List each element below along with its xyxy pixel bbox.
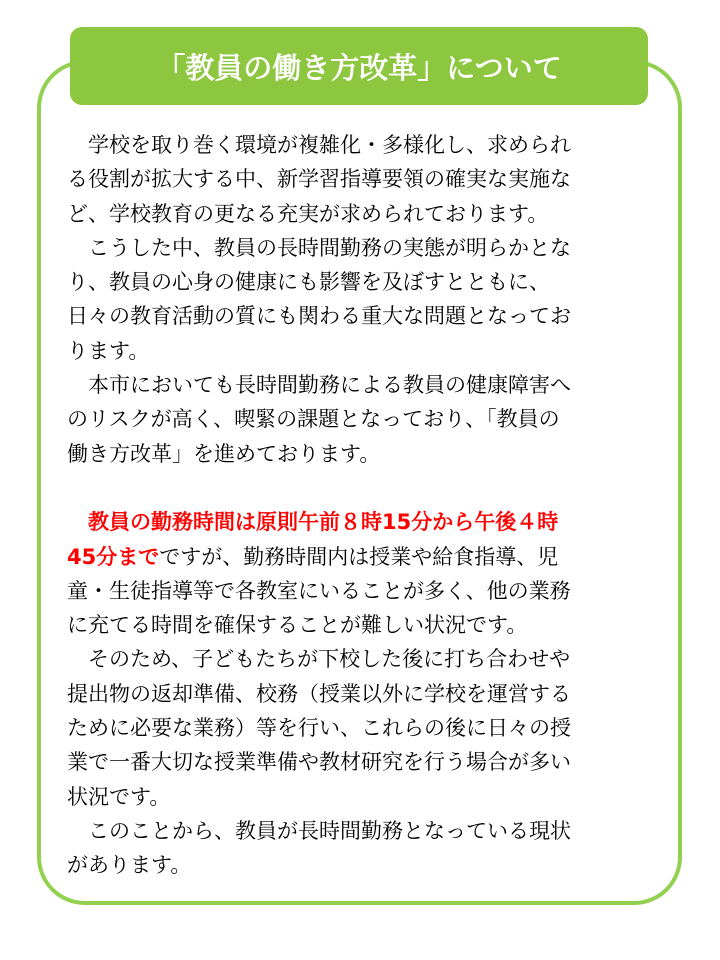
- text-line: 学校を取り巻く環境が複雑化・多様化し、求められ: [67, 133, 571, 157]
- text-line: [67, 540, 667, 574]
- text-fragment: ですが、勤務時間内は授業や給食指導、児: [159, 544, 559, 569]
- text-line: り、教員の心身の健康にも影響を及ぼすとともに、: [67, 270, 550, 295]
- text-line: 童・生徒指導等で各教室にいることが多く、他の業務: [67, 578, 571, 603]
- text-line: 状況です。: [67, 784, 171, 809]
- highlight-work-hours: 教員の勤務時間は原則午前８時15分から午後４時: [67, 510, 559, 535]
- body-text: [67, 128, 667, 883]
- title-banner: [70, 27, 648, 105]
- text-line: 業で一番大切な授業準備や教材研究を行う場合が多い: [67, 750, 571, 775]
- blank-line: [67, 471, 667, 505]
- text-line: ために必要な業務）等を行い、これらの後に日々の授: [67, 716, 571, 741]
- text-line: 提出物の返却準備、校務（授業以外に学校を運営する: [67, 681, 571, 706]
- text-line: のリスクが高く、喫緊の課題となっており、「教員の: [67, 407, 560, 432]
- text-line: る役割が拡大する中、新学習指導要領の確実な実施な: [67, 167, 571, 192]
- text-line: ります。: [67, 338, 150, 363]
- text-line: そのため、子どもたちが下校した後に打ち合わせや: [67, 647, 571, 672]
- text-line: 本市においても長時間勤務による教員の健康障害へ: [67, 373, 571, 398]
- text-line: 働き方改革」を進めております。: [67, 441, 381, 466]
- text-line: このことから、教員が長時間勤務となっている現状: [67, 818, 571, 843]
- page-title: 「教員の働き方改革」について: [156, 50, 562, 85]
- highlight-end-time: 45分まで: [67, 544, 160, 569]
- text-line: があります。: [67, 853, 192, 878]
- text-line: こうした中、教員の長時間勤務の実態が明らかとな: [67, 235, 571, 260]
- text-line: 日々の教育活動の質にも関わる重大な問題となってお: [67, 304, 571, 329]
- text-line: に充てる時間を確保することが難しい状況です。: [67, 613, 528, 638]
- text-line: ど、学校教育の更なる充実が求められております。: [67, 201, 549, 226]
